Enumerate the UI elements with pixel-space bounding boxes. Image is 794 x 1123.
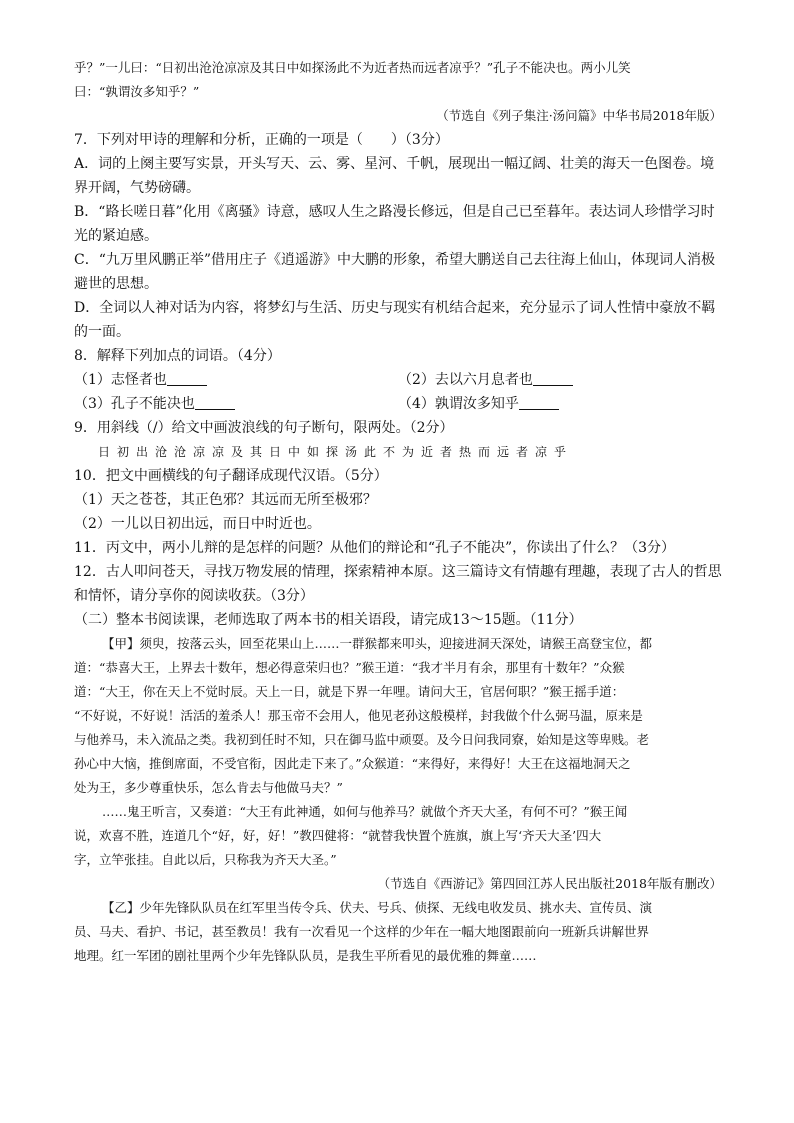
option-b: B．“路长嗟日暮”化用《离骚》诗意，感叹人生之路漫长修远，但是自己已至暮年。表达词人珍惜学习时 <box>74 204 715 220</box>
option-b-cont: 光的紧迫感。 <box>74 228 158 244</box>
option-c: C．“九万里风鹏正举”借用庄子《逍遥游》中大鹏的形象，希望大鹏送自己去往海上仙山，体现词人消极 <box>74 252 716 268</box>
question-12: 12．古人叩问苍天，寻找万物发展的情理，探索精神本原。这三篇诗文有情趣有理趣，表现了古人的哲思 <box>74 564 722 580</box>
answer-blank[interactable] <box>533 371 573 386</box>
passage-jia-line: 说，欢喜不胜，连道几个“好，好，好！”教四健将：“就替我快置个旌旗，旗上写‘齐天大圣’四大 <box>74 828 602 843</box>
question-10-item-2: （2）一儿以日初出远，而日中时近也。 <box>74 516 321 532</box>
option-d-cont: 的一面。 <box>74 324 130 340</box>
source-citation: （节选自《西游记》第四回江苏人民出版社2018年版有删改） <box>377 876 722 891</box>
source-citation: （节选自《列子集注·汤问篇》中华书局2018年版） <box>436 108 722 123</box>
passage-jia-line: 处为王，多少尊重快乐，怎么肯去与他做马夫？” <box>74 780 343 795</box>
passage-jia-line: “不好说，不好说！活活的羞杀人！那玉帝不会用人，他见老孙这般模样，封我做个什么弼马温，原来是 <box>74 708 643 723</box>
q8-item-3: （3）孔子不能决也 <box>74 392 398 416</box>
q8-item-2: （2）去以六月息者也 <box>398 368 722 392</box>
answer-blank[interactable] <box>167 371 207 386</box>
passage-jia-line: 道：“恭喜大王，上界去十数年，想必得意荣归也？”猴王道：“我才半月有余，那里有十数年？”众猴 <box>74 660 625 675</box>
passage-yi-line: 地理。红一军团的剧社里两个少年先锋队队员，是我生平所看见的最优雅的舞童…… <box>74 948 537 963</box>
section-2-heading: （二）整本书阅读课，老师选取了两本书的相关语段，请完成13～15题。（11分） <box>74 612 583 628</box>
option-d: D．全词以人神对话为内容，将梦幻与生活、历史与现实有机结合起来，充分显示了词人性情中豪放不羁 <box>74 300 716 316</box>
question-11: 11．丙文中，两小儿辩的是怎样的问题？从他们的辩论和“孔子不能决”，你读出了什么？（3分） <box>74 540 676 556</box>
passage-jia-line: 孙心中大恼，推倒席面，不受官衔，因此走下来了。”众猴道：“来得好，来得好！大王在这福地洞天之 <box>74 756 631 771</box>
answer-blank[interactable] <box>519 395 559 410</box>
question-9: 9．用斜线（/）给文中画波浪线的句子断句，限两处。（2分） <box>74 420 454 436</box>
passage-jia-line: 字，立竿张挂。自此以后，只称我为齐天大圣。” <box>74 852 337 867</box>
q8-item-4: （4）孰谓汝多知乎 <box>398 392 722 416</box>
option-c-cont: 避世的思想。 <box>74 276 158 292</box>
question-8: 8．解释下列加点的词语。（4分） <box>74 348 281 364</box>
passage-jia-line: 道：“大王，你在天上不觉时辰。天上一日，就是下界一年哩。请问大王，官居何职？”猴王摇手道： <box>74 684 625 699</box>
passage-yi-line: 员、马夫、看护、书记，甚至教员！我有一次看见一个这样的少年在一幅大地图跟前向一班新兵讲解世界 <box>74 924 650 939</box>
passage-line: 乎？”一儿曰：“日初出沧沧凉凉及其日中如探汤此不为近者热而远者凉乎？”孔子不能决也。两小儿笑 <box>74 60 631 75</box>
question-10-item-1: （1）天之苍苍，其正色邪？其远而无所至极邪？ <box>74 492 377 508</box>
question-10: 10．把文中画横线的句子翻译成现代汉语。（5分） <box>74 468 388 484</box>
passage-line: 曰：“孰谓汝多知乎？” <box>74 84 200 99</box>
passage-jia-line: 【甲】须臾，按落云头，回至花果山上……一群猴都来叩头，迎接进洞天深处，请猴王高登宝位，都 <box>102 636 653 651</box>
option-a: A．词的上阕主要写实景，开头写天、云、雾、星河、千帆，展现出一幅辽阔、壮美的海天一色图卷。境 <box>74 156 715 172</box>
answer-blank[interactable] <box>195 395 235 410</box>
passage-jia-line: ……鬼王听言，又奏道：“大王有此神通，如何与他养马？就做个齐天大圣，有何不可？”猴王闻 <box>102 804 628 819</box>
question-8-items-row1 <box>74 368 722 392</box>
question-8-items-row2 <box>74 392 722 416</box>
q8-item-1: （1）志怪者也 <box>74 368 398 392</box>
document-page <box>74 56 722 968</box>
option-a-cont: 界开阔，气势磅礴。 <box>74 180 200 196</box>
passage-yi-line: 【乙】少年先锋队队员在红军里当传令兵、伏夫、号兵、侦探、无线电收发员、挑水夫、宣传员、演 <box>102 900 653 915</box>
punctuation-sentence: 日初出沧沧凉凉及其日中如探汤此不为近者热而远者凉乎 <box>98 445 574 459</box>
question-7: 7．下列对甲诗的理解和分析，正确的一项是（ ）（3分） <box>74 132 449 148</box>
question-12-cont: 和情怀，请分享你的阅读收获。（3分） <box>74 588 314 604</box>
passage-jia-line: 与他养马，未入流品之类。我初到任时不知，只在御马监中顽耍。及今日问我同寮，始知是这等卑贱。老 <box>74 732 650 747</box>
